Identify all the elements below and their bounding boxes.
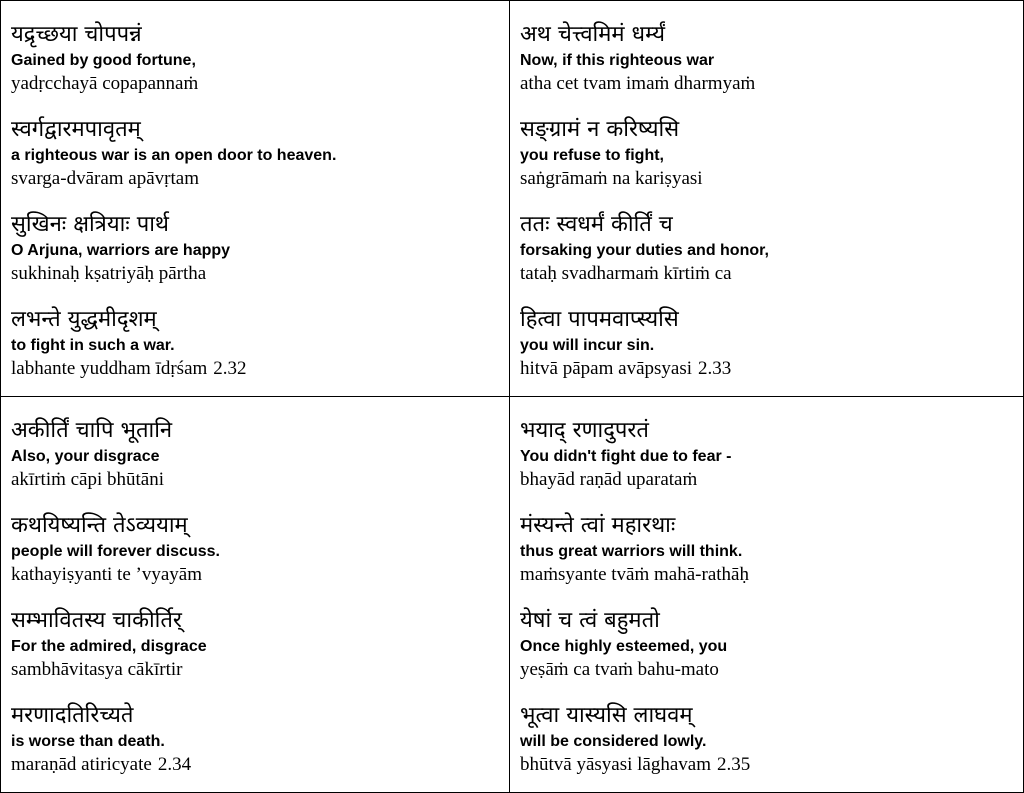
transliteration-text: hitvā pāpam avāpsyasi bbox=[520, 358, 693, 379]
transliteration: kathayiṣyanti te ’vyayām bbox=[11, 564, 202, 585]
transliteration bbox=[520, 358, 1023, 382]
verse-cell-2-33 bbox=[510, 1, 1023, 397]
verse-cell-2-35 bbox=[510, 397, 1023, 792]
verse-line bbox=[520, 116, 1023, 211]
verse-number: 2.33 bbox=[698, 358, 732, 379]
transliteration: akīrtiṁ cāpi bhūtāni bbox=[11, 469, 165, 490]
verse-cell-2-34 bbox=[1, 397, 510, 792]
verse-line bbox=[520, 211, 1023, 306]
english-translation: Also, your disgrace bbox=[11, 448, 160, 465]
english-translation: Now, if this righteous war bbox=[520, 52, 715, 69]
english-translation: forsaking your duties and honor, bbox=[520, 242, 769, 259]
transliteration: yeṣāṁ ca tvaṁ bahu-mato bbox=[520, 659, 719, 680]
verse-number: 2.34 bbox=[157, 754, 192, 775]
sanskrit-text: मरणादतिरिच्यते bbox=[11, 703, 134, 728]
verse-number: 2.32 bbox=[213, 358, 247, 379]
english-translation: You didn't fight due to fear - bbox=[520, 448, 732, 465]
transliteration: svarga-dvāram apāvṛtam bbox=[11, 168, 199, 189]
sanskrit-text: कथयिष्यन्ति तेऽव्ययाम् bbox=[11, 513, 188, 538]
verse-line bbox=[11, 607, 509, 702]
sanskrit-text: सुखिनः क्षत्रियाः पार्थ bbox=[11, 212, 169, 237]
verse-line bbox=[520, 417, 1023, 512]
verse-line bbox=[11, 211, 509, 306]
english-translation: will be considered lowly. bbox=[520, 733, 707, 750]
verse-line bbox=[11, 116, 509, 211]
sanskrit-text: सम्भावितस्य चाकीर्तिर् bbox=[11, 608, 182, 633]
verse-number: 2.35 bbox=[717, 754, 751, 775]
sanskrit-text: अकीर्तिं चापि भूतानि bbox=[11, 418, 173, 443]
transliteration-text: labhante yuddham īdṛśam bbox=[11, 358, 208, 379]
sanskrit-text: स्वर्गद्वारमपावृतम् bbox=[11, 117, 141, 142]
verse-line bbox=[11, 306, 509, 397]
transliteration bbox=[11, 754, 509, 778]
transliteration-text: bhūtvā yāsyasi lāghavam bbox=[520, 754, 712, 775]
transliteration: yadṛcchayā copapannaṁ bbox=[11, 73, 199, 94]
sanskrit-text: मंस्यन्ते त्वां महारथाः bbox=[520, 513, 676, 538]
transliteration: sambhāvitasya cākīrtir bbox=[11, 659, 183, 680]
english-translation: a righteous war is an open door to heaven. bbox=[11, 147, 337, 164]
sanskrit-text: येषां च त्वं बहुमतो bbox=[520, 608, 660, 633]
verse-line bbox=[11, 21, 509, 116]
transliteration: atha cet tvam imaṁ dharmyaṁ bbox=[520, 73, 756, 94]
transliteration bbox=[11, 358, 509, 382]
transliteration: sukhinaḥ kṣatriyāḥ pārtha bbox=[11, 263, 207, 284]
transliteration: bhayād raṇād uparataṁ bbox=[520, 469, 698, 490]
transliteration: saṅgrāmaṁ na kariṣyasi bbox=[520, 168, 703, 189]
sanskrit-text: ततः स्वधर्मं कीर्तिं च bbox=[520, 212, 673, 237]
verse-line bbox=[520, 512, 1023, 607]
sanskrit-text: सङ्ग्रामं न करिष्यसि bbox=[520, 117, 680, 142]
english-translation: you will incur sin. bbox=[520, 337, 655, 354]
transliteration: tataḥ svadharmaṁ kīrtiṁ ca bbox=[520, 263, 732, 284]
sanskrit-text: यद्रृच्छया चोपपन्नं bbox=[11, 22, 142, 47]
sanskrit-text: अथ चेत्त्वमिमं धर्म्यं bbox=[520, 22, 665, 47]
verse-line bbox=[11, 417, 509, 512]
verse-line bbox=[520, 607, 1023, 702]
english-translation: is worse than death. bbox=[11, 733, 165, 750]
transliteration: maṁsyante tvāṁ mahā-rathāḥ bbox=[520, 564, 749, 585]
sanskrit-text: लभन्ते युद्धमीदृशम् bbox=[11, 307, 157, 332]
sanskrit-text: भूत्वा यास्यसि लाघवम् bbox=[520, 703, 693, 728]
verse-line bbox=[520, 702, 1023, 792]
english-translation: you refuse to fight, bbox=[520, 147, 664, 164]
english-translation: thus great warriors will think. bbox=[520, 543, 743, 560]
transliteration bbox=[520, 754, 1023, 778]
verse-line bbox=[520, 306, 1023, 397]
english-translation: O Arjuna, warriors are happy bbox=[11, 242, 231, 259]
english-translation: people will forever discuss. bbox=[11, 543, 220, 560]
verse-line bbox=[11, 512, 509, 607]
english-translation: For the admired, disgrace bbox=[11, 638, 207, 655]
verse-line bbox=[520, 21, 1023, 116]
sanskrit-text: भयाद् रणादुपरतं bbox=[520, 418, 649, 443]
transliteration-text: maraṇād atiricyate bbox=[11, 754, 152, 775]
verse-cell-2-32 bbox=[1, 1, 510, 397]
sanskrit-text: हित्वा पापमवाप्स्यसि bbox=[520, 307, 679, 332]
english-translation: to fight in such a war. bbox=[11, 337, 175, 354]
english-translation: Gained by good fortune, bbox=[11, 52, 196, 69]
english-translation: Once highly esteemed, you bbox=[520, 638, 728, 655]
verse-line bbox=[11, 702, 509, 792]
